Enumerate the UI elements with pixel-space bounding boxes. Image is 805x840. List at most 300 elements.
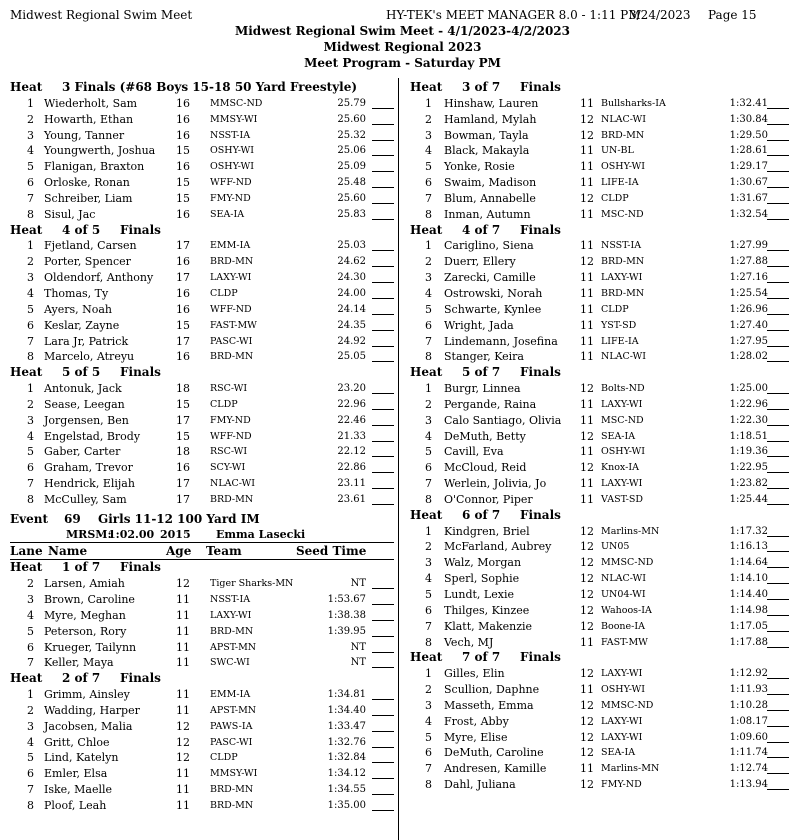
seed-time: 22.46	[337, 414, 366, 426]
result-blank-line	[767, 303, 789, 315]
swimmer-age: 17	[176, 334, 190, 348]
seed-time: 24.35	[337, 319, 366, 331]
seed-time: 24.00	[337, 287, 366, 299]
seed-time: 1:29.50	[729, 129, 768, 141]
entry-row	[410, 143, 800, 159]
right-column	[410, 80, 800, 793]
swimmer-age: 11	[176, 608, 190, 622]
entry-row	[10, 318, 394, 334]
swimmer-name: Larsen, Amiah	[44, 577, 125, 591]
entry-row	[10, 766, 394, 782]
result-blank-line	[372, 287, 394, 299]
entry-row	[410, 682, 800, 698]
result-blank-line	[372, 414, 394, 426]
team-code: Marlins-MN	[601, 763, 660, 775]
result-blank-line	[767, 746, 789, 758]
seed-time: 1:27.99	[729, 240, 768, 252]
swimmer-name: Stanger, Keira	[444, 350, 524, 364]
software-version: HY-TEK's MEET MANAGER 8.0 - 1:11 PM	[386, 8, 641, 22]
swimmer-age: 11	[580, 286, 594, 300]
entry-row	[10, 492, 394, 508]
swimmer-name: DeMuth, Betty	[444, 429, 526, 443]
seed-time: 1:11.74	[729, 747, 768, 759]
swimmer-name: Black, Makayla	[444, 144, 530, 158]
seed-time: 1:12.92	[729, 668, 768, 680]
entry-row	[410, 96, 800, 112]
lane-number: 2	[425, 683, 432, 697]
swimmer-age: 11	[580, 334, 594, 348]
seed-time: NT	[350, 578, 366, 590]
entry-row	[10, 413, 394, 429]
lane-number: 5	[425, 302, 432, 316]
team-code: OSHY-WI	[601, 161, 646, 173]
seed-time: 1:11.93	[729, 684, 768, 696]
swimmer-age: 18	[176, 382, 190, 396]
seed-time: 24.14	[337, 303, 366, 315]
seed-time: 25.48	[337, 177, 366, 189]
team-code: SEA-IA	[601, 430, 636, 442]
lane-number: 5	[27, 302, 34, 316]
seed-time: 1:27.40	[729, 319, 768, 331]
swimmer-age: 11	[176, 688, 190, 702]
result-blank-line	[767, 620, 789, 632]
team-code: APST-MN	[210, 641, 257, 653]
swimmer-age: 16	[176, 302, 190, 316]
swimmer-name: Schreiber, Liam	[44, 191, 133, 205]
swimmer-age: 12	[580, 746, 594, 760]
swimmer-name: Dahl, Juliana	[444, 778, 516, 792]
result-blank-line	[767, 176, 789, 188]
seed-time: 1:14.40	[729, 589, 768, 600]
seed-time: 24.92	[337, 335, 366, 347]
result-blank-line	[767, 445, 789, 457]
team-code: RSC-WI	[210, 446, 248, 458]
entry-row	[410, 571, 800, 587]
entry-row	[410, 492, 800, 508]
lane-number: 2	[27, 577, 34, 591]
team-code: APST-MN	[210, 704, 257, 716]
lane-number: 6	[27, 176, 34, 190]
entry-row	[410, 286, 800, 302]
swimmer-name: Ploof, Leah	[44, 798, 107, 812]
result-blank-line	[372, 430, 394, 442]
swimmer-age: 11	[176, 767, 190, 781]
result-blank-line	[767, 430, 789, 442]
result-blank-line	[372, 208, 394, 220]
lane-number: 4	[425, 429, 432, 443]
team-code: UN05	[601, 541, 630, 553]
swimmer-name: Walz, Morgan	[444, 556, 522, 570]
entry-row	[410, 714, 800, 730]
team-code: MMSC-ND	[601, 699, 654, 711]
lane-number: 2	[425, 397, 432, 411]
lane-number: 2	[27, 255, 34, 269]
seed-time: 1:18.51	[729, 430, 768, 442]
team-code: LAXY-WI	[210, 609, 252, 621]
seed-time: 1:32.76	[327, 736, 366, 748]
result-blank-line	[767, 636, 789, 648]
team-code: VAST-SD	[601, 493, 644, 505]
swimmer-name: Klatt, Makenzie	[444, 619, 533, 633]
result-blank-line	[767, 335, 789, 347]
meet-name: Midwest Regional Swim Meet	[10, 8, 193, 22]
team-code: CLDP	[601, 303, 629, 315]
entry-row	[10, 191, 394, 207]
lane-number: 7	[27, 656, 34, 670]
entry-row	[410, 745, 800, 761]
entry-row	[410, 730, 800, 746]
seed-time: 25.05	[337, 351, 366, 363]
swimmer-name: Keller, Maya	[44, 656, 114, 670]
swimmer-age: 11	[580, 477, 594, 491]
entry-row	[10, 159, 394, 175]
swimmer-age: 12	[580, 698, 594, 712]
meet-title: Midwest Regional Swim Meet - 4/1/2023-4/2/2023	[234, 24, 571, 38]
swimmer-age: 12	[580, 524, 594, 538]
team-code: RSC-WI	[210, 383, 248, 395]
swimmer-age: 15	[176, 191, 190, 205]
team-code: LAXY-WI	[601, 715, 643, 727]
swimmer-name: Lara Jr, Patrick	[44, 334, 129, 348]
entry-row	[410, 666, 800, 682]
entry-row	[10, 624, 394, 640]
result-blank-line	[372, 319, 394, 331]
entry-row	[410, 207, 800, 223]
result-blank-line	[372, 398, 394, 410]
swimmer-age: 16	[176, 255, 190, 269]
team-code: BRD-MN	[210, 351, 254, 363]
swimmer-name: Lindemann, Josefina	[444, 334, 558, 348]
result-blank-line	[767, 556, 789, 568]
result-blank-line	[767, 160, 789, 172]
entry-row	[410, 698, 800, 714]
entry-row	[410, 128, 800, 144]
swimmer-age: 11	[580, 207, 594, 221]
result-blank-line	[767, 382, 789, 394]
swimmer-age: 12	[580, 191, 594, 205]
lane-number: 2	[425, 255, 432, 269]
swimmer-age: 12	[580, 714, 594, 728]
swimmer-name: Peterson, Rory	[44, 624, 127, 638]
swimmer-name: Thomas, Ty	[44, 286, 109, 300]
swimmer-age: 12	[580, 429, 594, 443]
swimmer-name: Iske, Maelle	[44, 783, 113, 797]
lane-number: 1	[27, 382, 34, 396]
team-code: NSST-IA	[601, 240, 642, 252]
swimmer-name: Fjetland, Carsen	[44, 239, 137, 253]
seed-time: 1:22.30	[729, 414, 768, 426]
swimmer-name: Howarth, Ethan	[44, 112, 134, 126]
swimmer-name: McCulley, Sam	[44, 492, 127, 506]
entry-row	[10, 286, 394, 302]
heat-header: Heat 1 of 7 Finals	[10, 560, 161, 575]
entry-row	[10, 476, 394, 492]
result-blank-line	[372, 656, 394, 668]
team-code: BRD-MN	[210, 625, 254, 637]
lane-number: 2	[27, 397, 34, 411]
team-code: FMY-ND	[601, 779, 642, 791]
result-blank-line	[372, 720, 394, 732]
seed-time: 23.20	[337, 383, 366, 395]
swimmer-name: Myre, Meghan	[44, 608, 126, 622]
entry-row	[410, 381, 800, 397]
seed-time: 1:34.40	[327, 704, 366, 716]
lane-number: 2	[425, 540, 432, 554]
swimmer-name: Porter, Spencer	[44, 255, 131, 269]
entry-row	[410, 238, 800, 254]
swimmer-name: Graham, Trevor	[44, 461, 133, 475]
seed-time: 1:14.10	[729, 573, 768, 585]
lane-number: 6	[27, 318, 34, 332]
seed-time: 1:25.00	[729, 383, 768, 395]
result-blank-line	[372, 129, 394, 141]
result-blank-line	[372, 255, 394, 267]
swimmer-age: 12	[580, 461, 594, 475]
team-code: Bullsharks-IA	[601, 97, 666, 109]
swimmer-name: Bowman, Tayla	[444, 128, 529, 142]
entry-row	[10, 128, 394, 144]
entry-row	[410, 159, 800, 175]
lane-number: 2	[27, 703, 34, 717]
seed-time: 1:31.67	[729, 192, 768, 204]
result-blank-line	[767, 604, 789, 616]
team-code: LIFE-IA	[601, 335, 639, 347]
lane-number: 5	[425, 160, 432, 174]
seed-time: 1:28.61	[729, 145, 768, 157]
team-code: OSHY-WI	[210, 145, 255, 157]
swimmer-name: Oldendorf, Anthony	[44, 271, 154, 285]
team-code: Marlins-MN	[601, 525, 660, 537]
result-blank-line	[767, 778, 789, 790]
seed-time: 1:27.16	[729, 272, 768, 284]
seed-time: 1:13.94	[729, 779, 768, 791]
result-blank-line	[767, 398, 789, 410]
swimmer-name: Cariglino, Siena	[444, 239, 534, 253]
result-blank-line	[767, 208, 789, 220]
team-code: NSST-IA	[210, 129, 251, 141]
seed-time: 22.12	[337, 446, 366, 458]
lane-number: 6	[27, 767, 34, 781]
team-code: MMSC-ND	[601, 557, 654, 569]
result-blank-line	[372, 493, 394, 505]
result-blank-line	[372, 160, 394, 172]
entry-row	[10, 608, 394, 624]
result-blank-line	[767, 525, 789, 537]
lane-number: 6	[425, 461, 432, 475]
swimmer-age: 16	[176, 461, 190, 475]
swimmer-age: 12	[580, 382, 594, 396]
swimmer-name: Calo Santiago, Olivia	[444, 413, 562, 427]
seed-time: 1:28.02	[729, 351, 768, 363]
lane-number: 6	[425, 318, 432, 332]
entry-row	[410, 555, 800, 571]
entry-row	[10, 798, 394, 814]
result-blank-line	[372, 641, 394, 653]
result-blank-line	[767, 762, 789, 774]
swimmer-name: Lundt, Lexie	[444, 588, 514, 601]
seed-time: 25.60	[337, 113, 366, 125]
heat-header: Heat 3 of 7 Finals	[410, 80, 561, 94]
lane-number: 3	[425, 556, 432, 570]
heat-header: Heat 6 of 7 Finals	[410, 507, 561, 522]
result-blank-line	[767, 493, 789, 505]
seed-time: 1:34.55	[327, 784, 366, 796]
swimmer-age: 18	[176, 445, 190, 459]
result-blank-line	[372, 303, 394, 315]
swimmer-age: 17	[176, 271, 190, 285]
swimmer-name: Myre, Elise	[444, 730, 508, 744]
result-blank-line	[372, 799, 394, 811]
seed-time: NT	[350, 657, 366, 669]
swimmer-age: 11	[580, 397, 594, 411]
meet-record: MRSM: 1:02.00 2015 Emma Lasecki	[10, 527, 394, 544]
entry-row	[10, 254, 394, 270]
swimmer-age: 11	[580, 239, 594, 253]
seed-time: 1:14.98	[729, 604, 768, 616]
swimmer-name: Wiederholt, Sam	[44, 96, 138, 110]
team-code: BRD-MN	[210, 784, 254, 796]
result-blank-line	[372, 767, 394, 779]
team-code: MSC-ND	[601, 414, 644, 426]
lane-number: 1	[425, 382, 432, 396]
lane-number: 3	[425, 271, 432, 285]
swimmer-name: Antonuk, Jack	[44, 382, 122, 396]
team-code: Tiger Sharks-MN	[210, 578, 294, 590]
lane-number: 5	[27, 624, 34, 638]
lane-number: 3	[425, 128, 432, 142]
swimmer-name: Scullion, Daphne	[444, 683, 540, 697]
lane-number: 5	[425, 588, 432, 601]
result-blank-line	[767, 255, 789, 267]
result-blank-line	[372, 382, 394, 394]
team-code: Wahoos-IA	[601, 604, 652, 616]
entry-row	[10, 703, 394, 719]
swimmer-name: Zarecki, Camille	[444, 271, 536, 285]
lane-number: 6	[27, 640, 34, 654]
result-blank-line	[372, 704, 394, 716]
team-code: PASC-WI	[210, 736, 253, 748]
seed-time: 1:17.05	[729, 620, 768, 632]
entry-row	[10, 687, 394, 703]
team-code: OSHY-WI	[601, 446, 646, 458]
result-blank-line	[767, 667, 789, 679]
swimmer-age: 11	[580, 413, 594, 427]
swimmer-age: 11	[580, 318, 594, 332]
entry-row	[410, 191, 800, 207]
result-blank-line	[372, 335, 394, 347]
seed-time: 1:39.95	[327, 625, 366, 637]
heat-header: Heat 4 of 7 Finals	[410, 222, 561, 237]
seed-time: 1:25.54	[729, 287, 768, 299]
lane-number: 7	[425, 762, 432, 776]
swimmer-name: Youngwerth, Joshua	[44, 144, 156, 158]
lane-number: 4	[27, 286, 34, 300]
seed-time: 1:34.81	[327, 689, 366, 701]
swimmer-name: Masseth, Emma	[444, 698, 534, 712]
team-code: CLDP	[601, 192, 629, 204]
team-code: NLAC-WI	[601, 113, 646, 125]
lane-number: 8	[425, 778, 432, 792]
seed-time: 21.33	[337, 430, 366, 442]
swimmer-name: Cavill, Eva	[444, 445, 504, 459]
seed-time: 1:53.67	[327, 594, 366, 605]
heat-header: Heat 3 Finals (#68 Boys 15-18 50 Yard Freestyle)	[10, 80, 358, 94]
lane-number: 4	[27, 735, 34, 749]
swimmer-age: 11	[580, 176, 594, 190]
lane-number: 1	[27, 688, 34, 702]
lane-number: 3	[27, 413, 34, 427]
seed-time: 1:29.17	[729, 161, 768, 173]
team-code: PAWS-IA	[210, 720, 253, 732]
lane-number: 3	[27, 593, 34, 606]
entry-row	[10, 735, 394, 751]
swimmer-name: Schwarte, Kynlee	[444, 302, 542, 316]
swimmer-name: Yonke, Rosie	[444, 160, 515, 174]
lane-number: 1	[425, 96, 432, 110]
swimmer-name: Gilles, Elin	[444, 667, 505, 681]
swimmer-age: 17	[176, 239, 190, 253]
lane-number: 8	[425, 492, 432, 506]
result-blank-line	[767, 715, 789, 727]
swimmer-age: 12	[580, 540, 594, 554]
seed-time: 1:30.67	[729, 177, 768, 189]
team-code: NSST-IA	[210, 594, 251, 605]
entry-row	[10, 302, 394, 318]
swimmer-name: McCloud, Reid	[444, 461, 527, 475]
swimmer-age: 16	[176, 160, 190, 174]
heat-header: Heat 5 of 5 Finals	[10, 365, 161, 380]
swimmer-age: 11	[176, 783, 190, 797]
seed-time: 25.32	[337, 129, 366, 141]
entry-row	[410, 112, 800, 128]
seed-time: 1:22.96	[729, 398, 768, 410]
program-title: Meet Program - Saturday PM	[304, 56, 501, 70]
lane-number: 1	[27, 239, 34, 253]
seed-time: 1:12.74	[729, 763, 768, 775]
lane-number: 6	[425, 746, 432, 760]
result-blank-line	[767, 287, 789, 299]
seed-time: 1:26.96	[729, 303, 768, 315]
result-blank-line	[767, 144, 789, 156]
result-blank-line	[767, 271, 789, 283]
lane-number: 5	[27, 160, 34, 174]
swimmer-name: Sisul, Jac	[44, 207, 96, 221]
seed-time: 1:32.54	[729, 208, 768, 220]
swimmer-age: 12	[176, 577, 190, 591]
swimmer-name: Jorgensen, Ben	[44, 413, 129, 427]
entry-row	[410, 476, 800, 492]
lane-number: 8	[425, 207, 432, 221]
team-code: BRD-MN	[601, 129, 645, 141]
swimmer-age: 11	[580, 683, 594, 697]
result-blank-line	[767, 350, 789, 362]
entry-row	[10, 381, 394, 397]
seed-time: 1:25.44	[729, 493, 768, 505]
entry-row	[410, 587, 800, 603]
lane-number: 7	[27, 191, 34, 205]
swimmer-age: 12	[580, 603, 594, 617]
team-code: WFF-ND	[210, 303, 252, 315]
team-code: MMSY-WI	[210, 113, 258, 125]
swimmer-age: 16	[176, 96, 190, 110]
seed-time: 1:17.32	[729, 525, 768, 537]
lane-number: 6	[27, 461, 34, 475]
swimmer-age: 15	[176, 144, 190, 158]
heat-header: Heat 7 of 7 Finals	[410, 650, 561, 665]
seed-time: 1:32.41	[729, 97, 768, 109]
seed-time: 23.11	[337, 478, 366, 490]
swimmer-name: Gritt, Chloe	[44, 735, 110, 749]
